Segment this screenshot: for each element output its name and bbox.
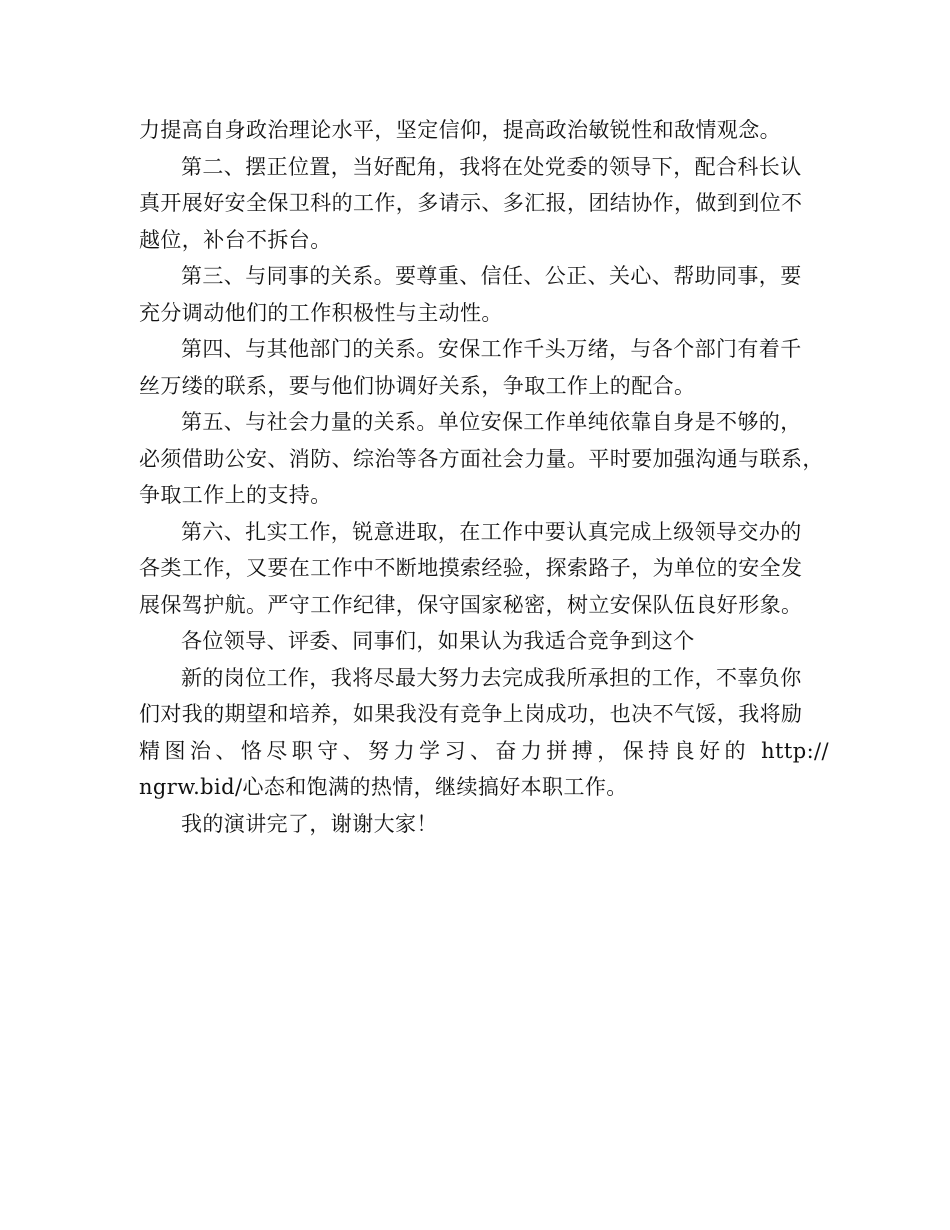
text-line: 新的岗位工作，我将尽最大努力去完成我所承担的工作，不辜负你 [181, 665, 802, 690]
text-line: 力提高自身政治理论水平，坚定信仰，提高政治敏锐性和敌情观念。 [139, 118, 781, 142]
text-line: 第四、与其他部门的关系。安保工作千头万绪，与各个部门有着千 [181, 337, 802, 361]
text-line: 越位，补台不拆台。 [139, 227, 332, 252]
document-body [139, 112, 829, 842]
text-line: 充分调动他们的工作积极性与主动性。 [139, 300, 503, 325]
text-line: 丝万缕的联系，要与他们协调好关系，争取工作上的配合。 [139, 373, 696, 398]
text-line: 展保驾护航。严守工作纪律，保守国家秘密，树立安保队伍良好形象。 [139, 592, 803, 617]
text-line: 第二、摆正位置，当好配角，我将在处党委的领导下，配合科长认 [181, 154, 802, 179]
text-line: 真开展好安全保卫科的工作，多请示、多汇报，团结协作，做到到位不 [139, 191, 803, 215]
text-line: 第六、扎实工作，锐意进取，在工作中要认真完成上级领导交办的 [181, 519, 802, 544]
text-line: 第五、与社会力量的关系。单位安保工作单纯依靠自身是不够的， [181, 410, 802, 434]
text-line: 们对我的期望和培养，如果我没有竞争上岗成功，也决不气馁，我将励 [139, 702, 803, 726]
text-line: 各位领导、评委、同事们，如果认为我适合竞争到这个 [181, 629, 695, 653]
text-line: 各类工作，又要在工作中不断地摸索经验，探索路子，为单位的安全发 [139, 556, 803, 580]
text-line: 第三、与同事的关系。要尊重、信任、公正、关心、帮助同事，要 [181, 264, 802, 288]
text-line: 必须借助公安、消防、综治等各方面社会力量。平时要加强沟通与联系， [139, 446, 824, 471]
text-line: ngrw.bid/心态和饱满的热情，继续搞好本职工作。 [139, 775, 628, 799]
text-line: 精图治、恪尽职守、努力学习、奋力拼搏，保持良好的 http:// [139, 738, 829, 763]
text-line: 争取工作上的支持。 [139, 483, 332, 507]
text-line: 我的演讲完了，谢谢大家！ [181, 811, 438, 836]
